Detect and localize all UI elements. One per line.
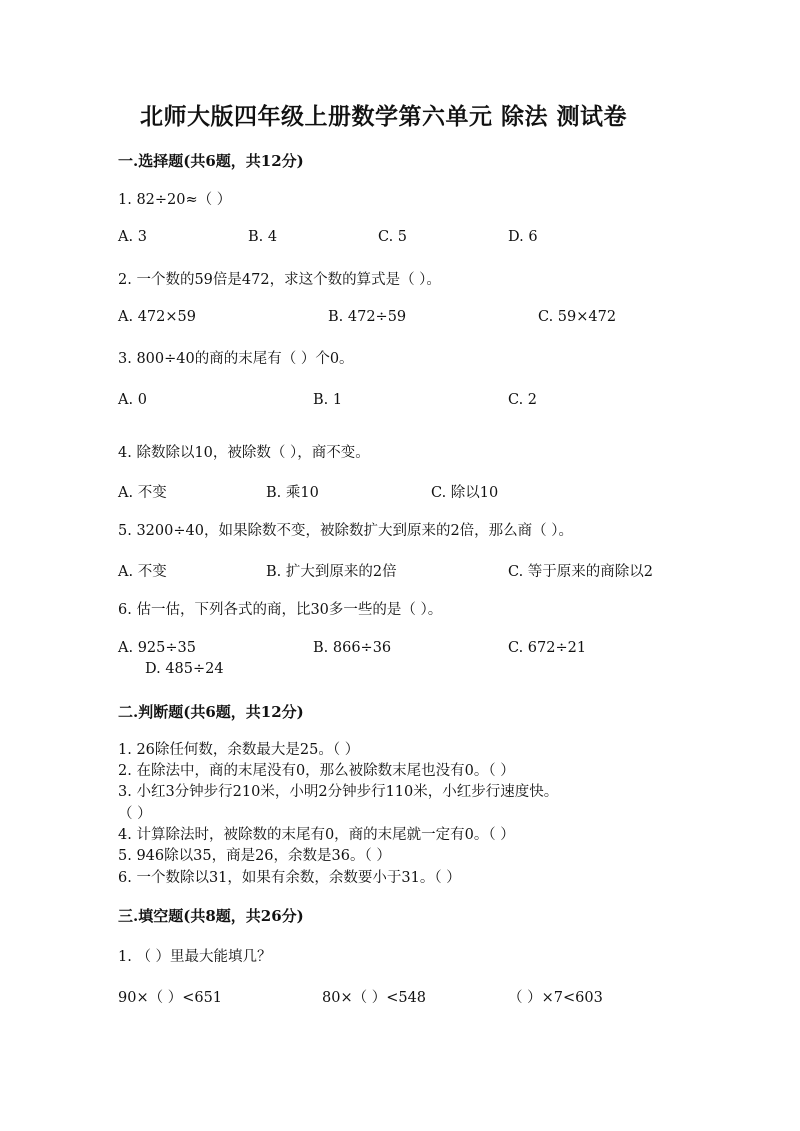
option-c: C. 59×472 <box>538 309 617 325</box>
fill-expression-3: （ ）×7<603 <box>508 990 603 1006</box>
option-c: C. 2 <box>508 392 538 408</box>
option-c: C. 等于原来的商除以2 <box>508 564 654 580</box>
section-heading-fill: 三.填空题(共8题，共26分) <box>118 907 304 925</box>
option-a: A. 0 <box>118 392 147 408</box>
option-b: B. 乘10 <box>266 485 319 501</box>
judgement-item-5: 5. 946除以35，商是26，余数是36。（ ） <box>118 848 391 864</box>
option-b: B. 866÷36 <box>313 640 392 656</box>
section-heading-choice: 一.选择题(共6题，共12分) <box>118 152 304 170</box>
option-a: A. 925÷35 <box>118 640 196 656</box>
question-6: 6. 估一估，下列各式的商，比30多一些的是（ ）。 <box>118 602 443 618</box>
fill-expression-1: 90×（ ）<651 <box>118 990 223 1006</box>
judgement-item-3-bracket: （ ） <box>118 806 152 822</box>
question-5: 5. 3200÷40，如果除数不变，被除数扩大到原来的2倍，那么商（ ）。 <box>118 523 574 539</box>
option-d: D. 485÷24 <box>145 661 224 677</box>
judgement-item-1: 1. 26除任何数，余数最大是25。（ ） <box>118 742 360 758</box>
option-d: D. 6 <box>508 229 538 245</box>
section-heading-judgement: 二.判断题(共6题，共12分) <box>118 703 304 721</box>
option-a: A. 3 <box>118 229 147 245</box>
option-c: C. 除以10 <box>431 485 499 501</box>
page-title: 北师大版四年级上册数学第六单元 除法 测试卷 <box>140 103 628 130</box>
question-1: 1. 82÷20≈（ ） <box>118 192 232 208</box>
question-2: 2. 一个数的59倍是472，求这个数的算式是（ ）。 <box>118 272 441 288</box>
option-b: B. 472÷59 <box>328 309 407 325</box>
judgement-item-4: 4. 计算除法时，被除数的末尾有0，商的末尾就一定有0。（ ） <box>118 827 515 843</box>
option-a: A. 472×59 <box>118 309 196 325</box>
option-b: B. 4 <box>248 229 278 245</box>
fill-expression-2: 80×（ ）<548 <box>322 990 427 1006</box>
option-c: C. 672÷21 <box>508 640 587 656</box>
fill-question-1: 1. （ ）里最大能填几？ <box>118 949 272 965</box>
question-4: 4. 除数除以10，被除数（ ），商不变。 <box>118 445 370 461</box>
question-3: 3. 800÷40的商的末尾有（ ）个0。 <box>118 351 354 367</box>
option-c: C. 5 <box>378 229 408 245</box>
option-b: B. 扩大到原来的2倍 <box>266 564 397 580</box>
option-a: A. 不变 <box>118 564 167 580</box>
option-a: A. 不变 <box>118 485 167 501</box>
option-b: B. 1 <box>313 392 343 408</box>
judgement-item-2: 2. 在除法中，商的末尾没有0，那么被除数末尾也没有0。（ ） <box>118 763 515 779</box>
judgement-item-6: 6. 一个数除以31，如果有余数，余数要小于31。（ ） <box>118 870 461 886</box>
judgement-item-3: 3. 小红3分钟步行210米，小明2分钟步行110米，小红步行速度快。 <box>118 784 559 800</box>
